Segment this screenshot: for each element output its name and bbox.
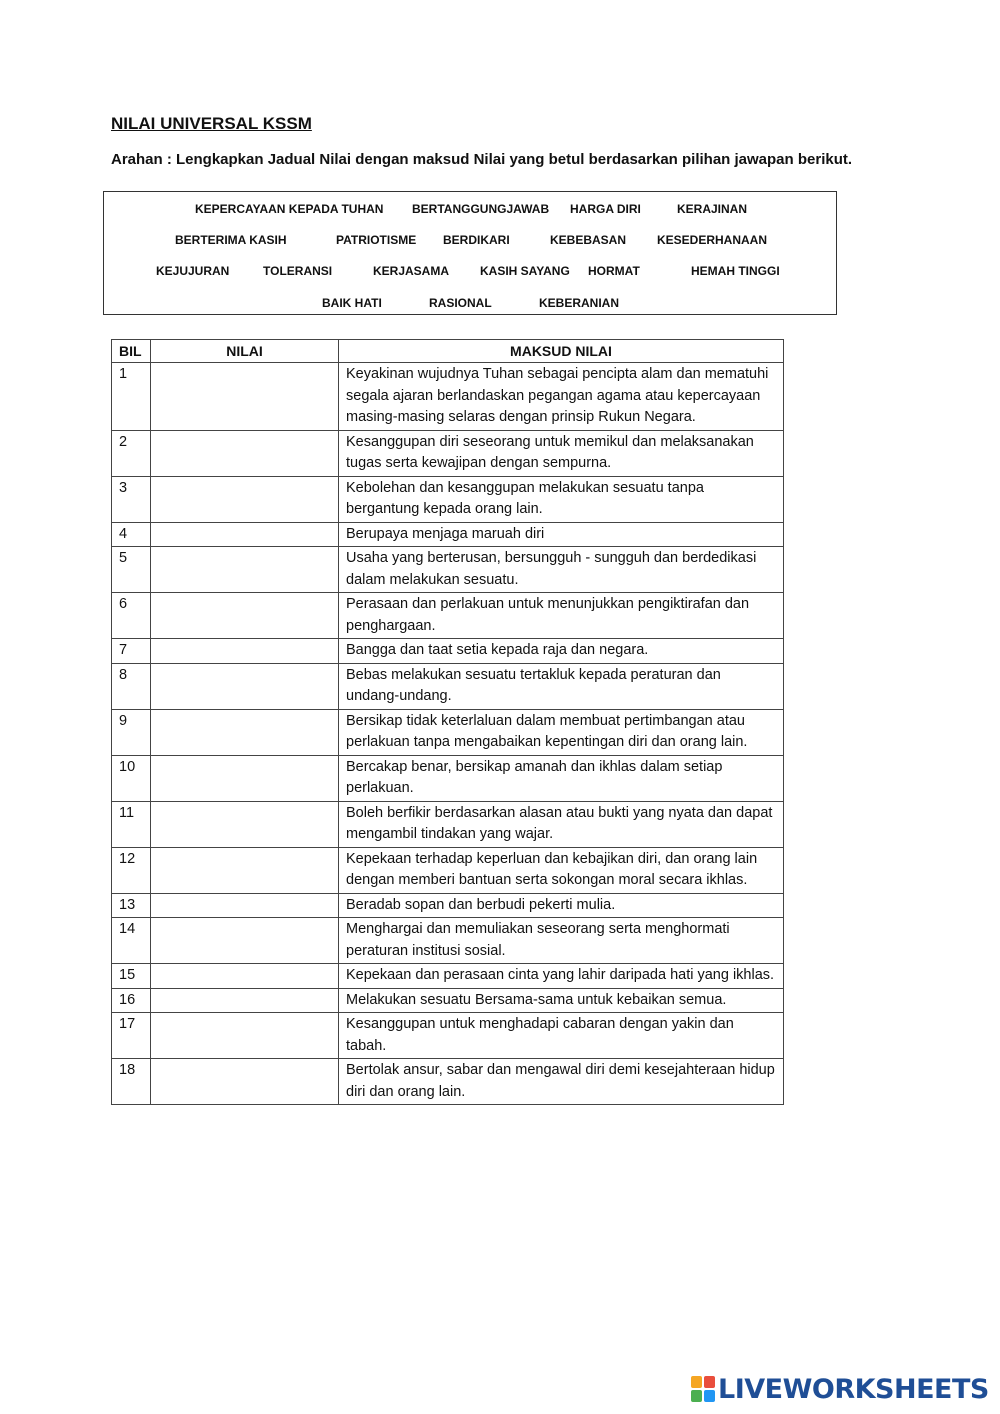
maksud-text: Beradab sopan dan berbudi pekerti mulia.	[339, 893, 784, 918]
maksud-text: Usaha yang berterusan, bersungguh - sungguh dan berdedikasi dalam melakukan sesuatu.	[339, 547, 784, 593]
nilai-answer-cell[interactable]	[151, 593, 339, 639]
word-bank-item[interactable]: HORMAT	[588, 264, 640, 278]
table-row	[112, 593, 784, 639]
logo-text: LIVEWORKSHEETS	[718, 1373, 989, 1405]
nilai-answer-cell[interactable]	[151, 363, 339, 431]
table-row	[112, 476, 784, 522]
nilai-answer-cell[interactable]	[151, 709, 339, 755]
word-bank-item[interactable]: TOLERANSI	[263, 264, 333, 278]
table-row	[112, 547, 784, 593]
word-bank-item[interactable]: KERAJINAN	[677, 202, 748, 216]
table-row	[112, 663, 784, 709]
logo-icon	[691, 1376, 715, 1402]
table-row	[112, 1013, 784, 1059]
nilai-answer-cell[interactable]	[151, 755, 339, 801]
table-row	[112, 709, 784, 755]
row-number: 5	[112, 547, 151, 593]
nilai-answer-cell[interactable]	[151, 1059, 339, 1105]
maksud-text: Boleh berfikir berdasarkan alasan atau bukti yang nyata dan dapat mengambil tindakan yang wajar.	[339, 801, 784, 847]
row-number: 9	[112, 709, 151, 755]
row-number: 7	[112, 639, 151, 664]
nilai-answer-cell[interactable]	[151, 988, 339, 1013]
maksud-text: Kebolehan dan kesanggupan melakukan sesuatu tanpa bergantung kepada orang lain.	[339, 476, 784, 522]
word-bank-item[interactable]: KEBERANIAN	[539, 296, 620, 310]
liveworksheets-logo	[691, 1374, 989, 1404]
table-row	[112, 801, 784, 847]
header-bil: BIL	[112, 340, 151, 363]
word-bank-item[interactable]: KASIH SAYANG	[480, 264, 570, 278]
word-bank-item[interactable]: KEPERCAYAAN KEPADA TUHAN	[195, 202, 384, 216]
table-row	[112, 430, 784, 476]
maksud-text: Bersikap tidak keterlaluan dalam membuat pertimbangan atau perlakuan tanpa mengabaikan kepentingan diri dan orang lain.	[339, 709, 784, 755]
word-bank-item[interactable]: RASIONAL	[429, 296, 492, 310]
table-header-row	[112, 340, 784, 363]
table-row	[112, 522, 784, 547]
word-bank-item[interactable]: HARGA DIRI	[570, 202, 641, 216]
maksud-text: Bercakap benar, bersikap amanah dan ikhlas dalam setiap perlakuan.	[339, 755, 784, 801]
nilai-answer-cell[interactable]	[151, 893, 339, 918]
word-bank-item[interactable]: BERTERIMA KASIH	[175, 233, 287, 247]
row-number: 4	[112, 522, 151, 547]
word-bank-item[interactable]: KEJUJURAN	[156, 264, 230, 278]
row-number: 3	[112, 476, 151, 522]
nilai-answer-cell[interactable]	[151, 964, 339, 989]
header-nilai: NILAI	[151, 340, 339, 363]
row-number: 17	[112, 1013, 151, 1059]
table-row	[112, 893, 784, 918]
row-number: 11	[112, 801, 151, 847]
maksud-text: Keyakinan wujudnya Tuhan sebagai pencipta alam dan mematuhi segala ajaran berlandaskan pegangan agama atau kepercayaan masing-masing selaras dengan prinsip Rukun Negara.	[339, 363, 784, 431]
table-row	[112, 363, 784, 431]
maksud-text: Melakukan sesuatu Bersama-sama untuk kebaikan semua.	[339, 988, 784, 1013]
nilai-answer-cell[interactable]	[151, 639, 339, 664]
maksud-text: Perasaan dan perlakuan untuk menunjukkan pengiktirafan dan penghargaan.	[339, 593, 784, 639]
maksud-text: Menghargai dan memuliakan seseorang serta menghormati peraturan institusi sosial.	[339, 918, 784, 964]
table-row	[112, 988, 784, 1013]
maksud-text: Kesanggupan untuk menghadapi cabaran dengan yakin dan tabah.	[339, 1013, 784, 1059]
maksud-text: Kepekaan dan perasaan cinta yang lahir daripada hati yang ikhlas.	[339, 964, 784, 989]
nilai-answer-cell[interactable]	[151, 847, 339, 893]
maksud-text: Kesanggupan diri seseorang untuk memikul dan melaksanakan tugas serta kewajipan dengan sempurna.	[339, 430, 784, 476]
table-row	[112, 1059, 784, 1105]
header-maksud: MAKSUD NILAI	[339, 340, 784, 363]
maksud-text: Bertolak ansur, sabar dan mengawal diri demi kesejahteraan hidup diri dan orang lain.	[339, 1059, 784, 1105]
row-number: 6	[112, 593, 151, 639]
nilai-answer-cell[interactable]	[151, 430, 339, 476]
worksheet-title: NILAI UNIVERSAL KSSM	[111, 114, 312, 133]
table-row	[112, 847, 784, 893]
table-row	[112, 755, 784, 801]
table-row	[112, 639, 784, 664]
word-bank-item[interactable]: PATRIOTISME	[336, 233, 417, 247]
table-row	[112, 964, 784, 989]
instruction-text: Arahan : Lengkapkan Jadual Nilai dengan maksud Nilai yang betul berdasarkan pilihan jawapan berikut.	[111, 151, 853, 168]
nilai-answer-cell[interactable]	[151, 547, 339, 593]
row-number: 1	[112, 363, 151, 431]
word-bank-item[interactable]: HEMAH TINGGI	[691, 264, 780, 278]
maksud-text: Kepekaan terhadap keperluan dan kebajikan diri, dan orang lain dengan memberi bantuan serta sokongan moral secara ikhlas.	[339, 847, 784, 893]
row-number: 2	[112, 430, 151, 476]
nilai-answer-cell[interactable]	[151, 801, 339, 847]
row-number: 15	[112, 964, 151, 989]
row-number: 13	[112, 893, 151, 918]
nilai-answer-cell[interactable]	[151, 918, 339, 964]
nilai-answer-cell[interactable]	[151, 522, 339, 547]
values-table	[111, 339, 784, 1105]
word-bank-item[interactable]: KERJASAMA	[373, 264, 450, 278]
word-bank-item[interactable]: BERDIKARI	[443, 233, 510, 247]
maksud-text: Berupaya menjaga maruah diri	[339, 522, 784, 547]
word-bank-item[interactable]: KEBEBASAN	[550, 233, 627, 247]
row-number: 8	[112, 663, 151, 709]
table-row	[112, 918, 784, 964]
maksud-text: Bangga dan taat setia kepada raja dan negara.	[339, 639, 784, 664]
row-number: 10	[112, 755, 151, 801]
row-number: 14	[112, 918, 151, 964]
row-number: 12	[112, 847, 151, 893]
nilai-answer-cell[interactable]	[151, 663, 339, 709]
word-bank	[103, 191, 837, 315]
row-number: 18	[112, 1059, 151, 1105]
row-number: 16	[112, 988, 151, 1013]
nilai-answer-cell[interactable]	[151, 476, 339, 522]
word-bank-item[interactable]: BERTANGGUNGJAWAB	[412, 202, 550, 216]
word-bank-item[interactable]: BAIK HATI	[322, 296, 382, 310]
word-bank-item[interactable]: KESEDERHANAAN	[657, 233, 768, 247]
nilai-answer-cell[interactable]	[151, 1013, 339, 1059]
maksud-text: Bebas melakukan sesuatu tertakluk kepada peraturan dan undang-undang.	[339, 663, 784, 709]
